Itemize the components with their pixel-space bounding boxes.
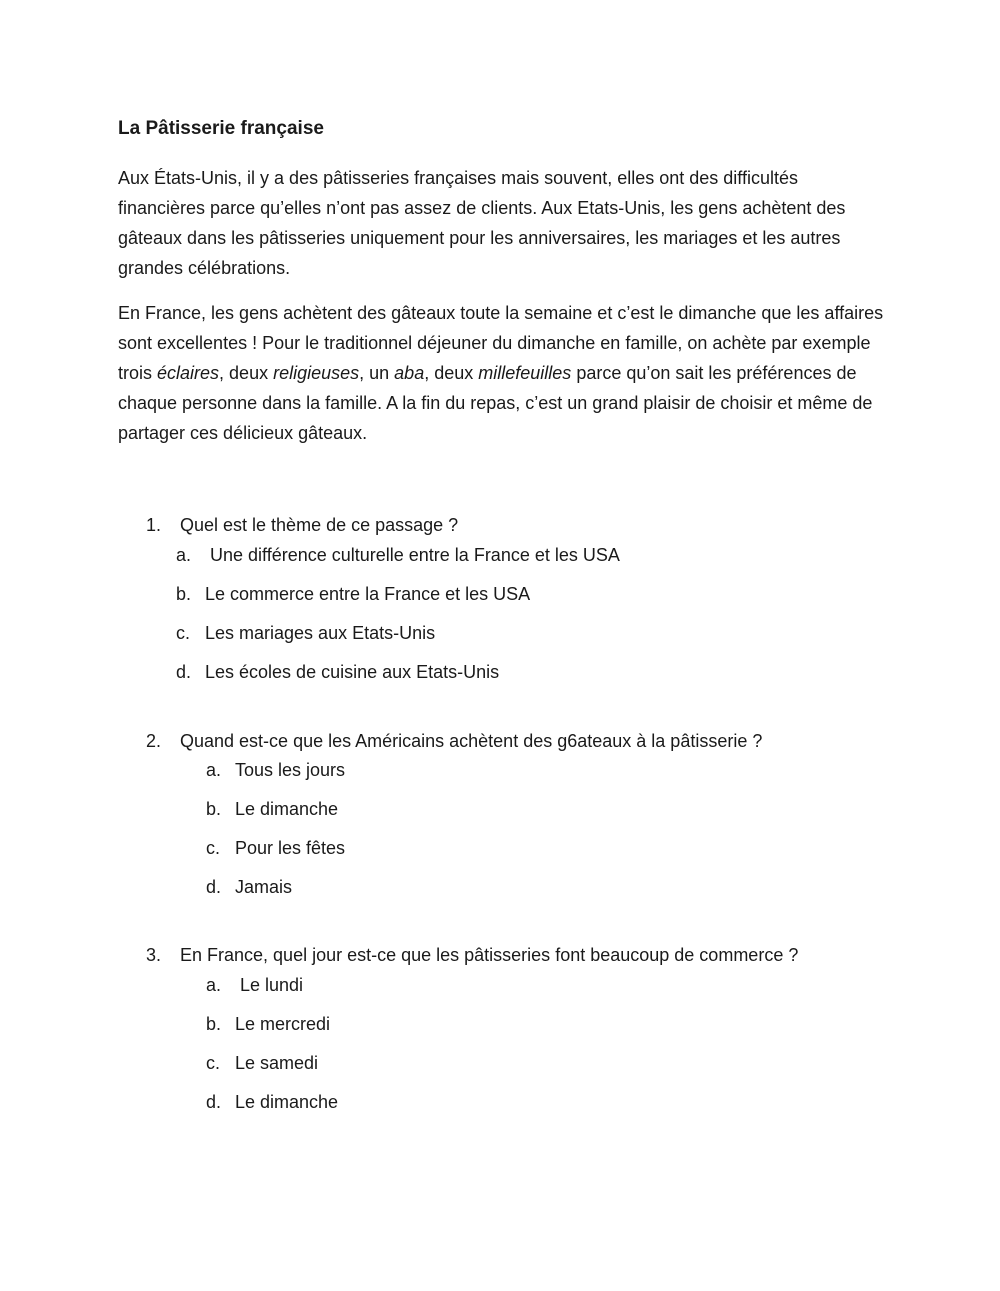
- question-text: Quel est le thème de ce passage ?: [180, 515, 459, 535]
- pastry-religieuses: religieuses: [273, 363, 360, 383]
- option-letter: c.: [176, 623, 191, 643]
- option-text: Pour les fêtes: [235, 838, 346, 858]
- option-text: Le mercredi: [235, 1014, 331, 1034]
- question-1: [146, 513, 458, 537]
- option-letter: a.: [206, 975, 222, 995]
- option-text: Le commerce entre la France et les USA: [205, 584, 531, 604]
- option-letter: a.: [176, 545, 192, 565]
- option-letter: b.: [206, 1014, 222, 1034]
- pastry-millefeuilles: millefeuilles: [478, 363, 572, 383]
- option-letter: a.: [206, 760, 222, 780]
- option-letter: d.: [176, 662, 192, 682]
- question-number: 2.: [146, 731, 162, 751]
- pastry-eclaires: éclaires: [157, 363, 220, 383]
- question-text: Quand est-ce que les Américains achètent des g6ateaux à la pâtisserie ?: [180, 731, 763, 751]
- option-text: Les écoles de cuisine aux Etats-Unis: [205, 662, 500, 682]
- option-letter: b.: [176, 584, 192, 604]
- option-letter: c.: [206, 1053, 221, 1073]
- question-text: En France, quel jour est-ce que les pâtisseries font beaucoup de commerce ?: [180, 945, 799, 965]
- paragraph-usa: Aux États-Unis, il y a des pâtisseries françaises mais souvent, elles ont des difficultés financières parce qu’elles n’ont pas assez de clients. Aux Etats-Unis, les gens achètent des gâteaux dans les pâtisseries uniquement pour les anniversaires, les mariages et les autres grandes célébrations.: [118, 168, 846, 278]
- paragraph-text: , deux: [424, 363, 479, 383]
- question-2: [146, 729, 762, 753]
- option-letter: d.: [206, 877, 222, 897]
- paragraph-text: En France, les gens achètent des gâteaux toute la semaine et c’est le dimanche que les affaires sont excellentes ! Pour le traditionnel déjeuner du dimanche en famille, on achète par exemple trois: [118, 303, 884, 383]
- paragraph-france: [118, 298, 888, 448]
- paragraph-text: , deux: [219, 363, 274, 383]
- option-2d[interactable]: [206, 875, 292, 899]
- option-1d[interactable]: [176, 660, 499, 684]
- option-2c[interactable]: [206, 836, 345, 860]
- page-title: La Pâtisserie française: [118, 118, 324, 139]
- question-3: [146, 943, 798, 967]
- option-text: Le samedi: [235, 1053, 319, 1073]
- option-text: Tous les jours: [235, 760, 346, 780]
- option-1a[interactable]: [176, 543, 620, 567]
- pastry-aba: aba: [394, 363, 425, 383]
- question-number: 1.: [146, 515, 162, 535]
- option-3d[interactable]: [206, 1090, 338, 1114]
- option-2a[interactable]: [206, 758, 345, 782]
- question-number: 3.: [146, 945, 162, 965]
- option-letter: c.: [206, 838, 221, 858]
- option-2b[interactable]: [206, 797, 338, 821]
- option-letter: b.: [206, 799, 222, 819]
- option-text: Le dimanche: [235, 1092, 339, 1112]
- paragraph-text: , un: [359, 363, 395, 383]
- option-text: Le dimanche: [235, 799, 339, 819]
- paragraph-text: parce qu’on sait les préférences de chaque personne dans la famille. A la fin du repas, c’est un grand plaisir de choisir et même de partager ces délicieux gâteaux.: [118, 363, 873, 443]
- option-3a[interactable]: [206, 973, 303, 997]
- option-text: Une différence culturelle entre la France et les USA: [205, 545, 620, 565]
- option-1c[interactable]: [176, 621, 435, 645]
- option-text: Jamais: [235, 877, 293, 897]
- option-3b[interactable]: [206, 1012, 330, 1036]
- option-3c[interactable]: [206, 1051, 318, 1075]
- option-text: Les mariages aux Etats-Unis: [205, 623, 436, 643]
- option-letter: d.: [206, 1092, 222, 1112]
- option-text: Le lundi: [235, 975, 304, 995]
- option-1b[interactable]: [176, 582, 530, 606]
